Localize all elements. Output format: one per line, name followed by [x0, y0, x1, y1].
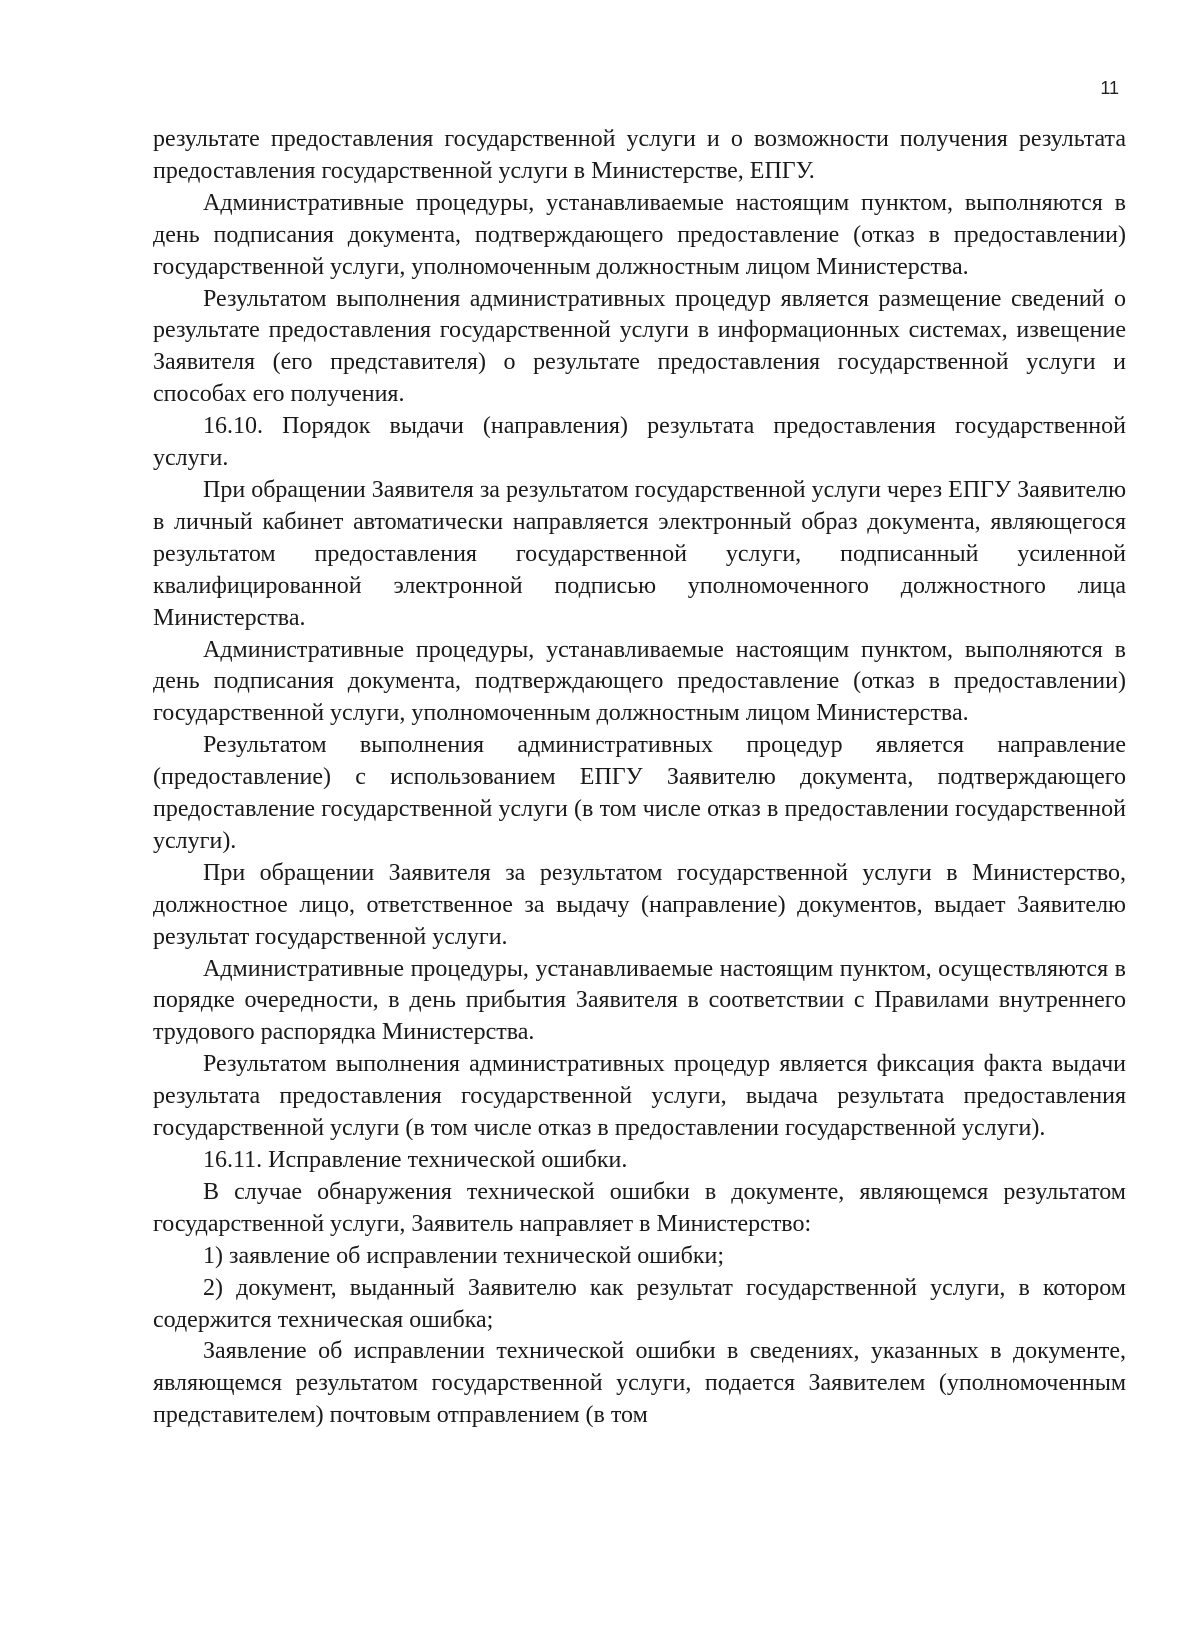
- page-number: 11: [1100, 78, 1119, 98]
- paragraph: результате предоставления государственной услуги и о возможности получения результата предоставления государственной услуги в Министерстве, ЕПГУ.: [153, 126, 1126, 184]
- paragraph: Результатом выполнения административных процедур является фиксация факта выдачи результата предоставления государственной услуги, выдача результата предоставления государственной услуги (в том числе отказ в предоставлении государственной услуги).: [153, 1051, 1126, 1142]
- body-text: [153, 124, 1126, 1432]
- section-heading: 16.10. Порядок выдачи (направления) результата предоставления государственной услуги.: [153, 413, 1126, 472]
- paragraph: Административные процедуры, устанавливаемые настоящим пунктом, выполняются в день подписания документа, подтверждающего предоставление (отказ в предоставлении) государственной услуги, уполномоченным должностным лицом Министерства.: [153, 189, 1126, 280]
- section-heading: 16.11. Исправление технической ошибки.: [203, 1147, 628, 1173]
- paragraph: Административные процедуры, устанавливаемые настоящим пунктом, выполняются в день подписания документа, подтверждающего предоставление (отказ в предоставлении) государственной услуги, уполномоченным должностным лицом Министерства.: [153, 636, 1126, 727]
- list-item: 2) документ, выданный Заявителю как результат государственной услуги, в котором содержится техническая ошибка;: [153, 1274, 1126, 1333]
- list-item: 1) заявление об исправлении технической ошибки;: [203, 1242, 725, 1269]
- paragraph: Административные процедуры, устанавливаемые настоящим пунктом, осуществляются в порядке очередности, в день прибытия Заявителя в соответствии с Правилами внутреннего трудового распорядка Министерства.: [153, 955, 1126, 1046]
- paragraph: При обращении Заявителя за результатом государственной услуги в Министерство, должностное лицо, ответственное за выдачу (направление) документов, выдает Заявителю результат государственной услуги.: [153, 859, 1126, 950]
- paragraph: При обращении Заявителя за результатом государственной услуги через ЕПГУ Заявителю в личный кабинет автоматически направляется электронный образ документа, являющегося результатом предоставления государственной услуги, подписанный усиленной квалифицированной электронной подписью уполномоченного должностного лица Министерства.: [153, 476, 1126, 631]
- paragraph: Заявление об исправлении технической ошибки в сведениях, указанных в документе, являющемся результатом государственной услуги, подается Заявителем (уполномоченным представителем) почтовым отправлением (в том: [153, 1338, 1126, 1429]
- paragraph: В случае обнаружения технической ошибки в документе, являющемся результатом государственной услуги, Заявитель направляет в Министерство:: [153, 1178, 1126, 1237]
- paragraph: Результатом выполнения административных процедур является направление (предоставление) с использованием ЕПГУ Заявителю документа, подтверждающего предоставление государственной услуги (в том числе отказ в предоставлении государственной услуги).: [153, 732, 1126, 854]
- paragraph: Результатом выполнения административных процедур является размещение сведений о результате предоставления государственной услуги в информационных системах, извещение Заявителя (его представителя) о результате предоставления государственной услуги и способах его получения.: [153, 285, 1126, 408]
